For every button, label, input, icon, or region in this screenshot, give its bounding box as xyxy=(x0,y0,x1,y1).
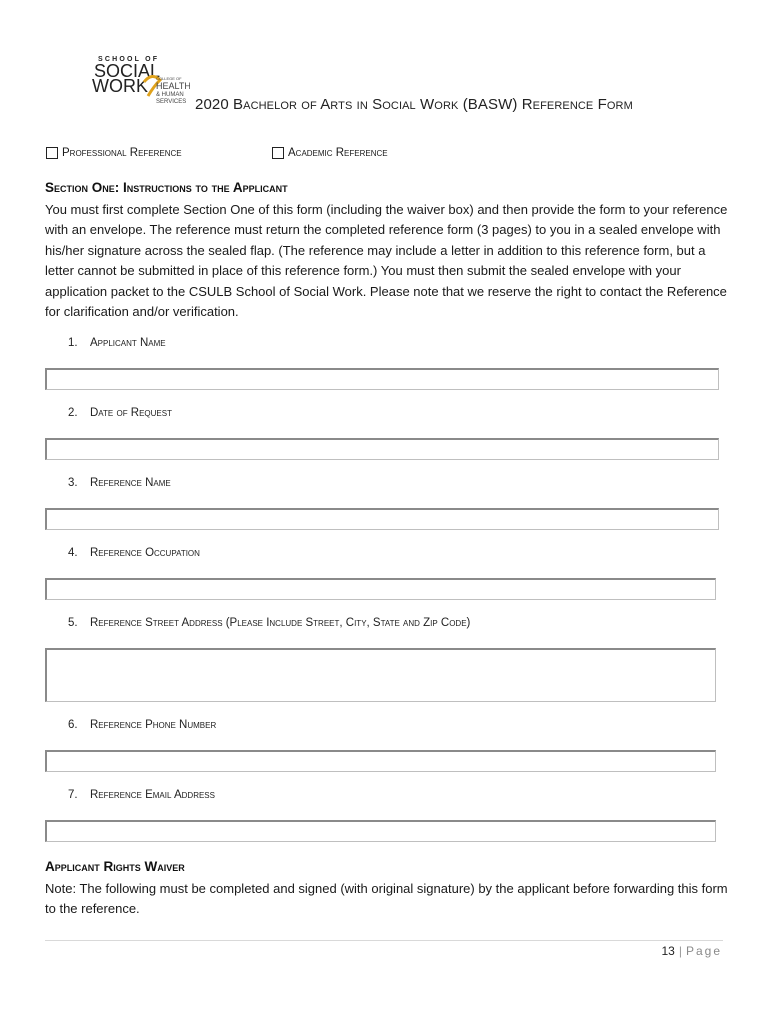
professional-reference-option[interactable] xyxy=(46,147,182,159)
waiver-note: Note: The following must be completed and signed (with original signature) by the applicant before forwarding this form to the reference. xyxy=(45,881,728,917)
form-title: 2020 Bachelor of Arts in Social Work (BASW) Reference Form xyxy=(195,96,633,113)
reference-email-label: 7. Reference Email Address xyxy=(68,789,215,801)
applicant-name-label: 1. Applicant Name xyxy=(68,337,166,349)
svg-text:SCHOOL OF: SCHOOL OF xyxy=(98,56,160,63)
academic-reference-label: Academic Reference xyxy=(288,147,388,159)
reference-phone-field[interactable] xyxy=(45,750,716,772)
page-number-value: 13 xyxy=(661,944,675,958)
footer-divider xyxy=(45,940,723,941)
reference-name-field[interactable] xyxy=(45,508,719,530)
professional-reference-checkbox[interactable] xyxy=(46,147,58,159)
date-of-request-field[interactable] xyxy=(45,438,719,460)
svg-text:SERVICES: SERVICES xyxy=(156,99,187,105)
svg-text:COLLEGE OF: COLLEGE OF xyxy=(156,76,182,81)
reference-phone-label: 6. Reference Phone Number xyxy=(68,719,217,731)
page-separator: | xyxy=(678,944,682,958)
date-of-request-label: 2. Date of Request xyxy=(68,407,172,419)
academic-reference-option[interactable] xyxy=(272,147,388,159)
svg-text:WORK: WORK xyxy=(92,76,148,96)
svg-text:SOCIAL: SOCIAL xyxy=(94,61,161,81)
svg-text:& HUMAN: & HUMAN xyxy=(156,92,184,98)
applicant-rights-waiver-heading: Applicant Rights Waiver xyxy=(45,859,185,874)
school-of-social-work-logo xyxy=(90,52,190,108)
page-word: Page xyxy=(685,944,722,958)
applicant-name-field[interactable] xyxy=(45,368,719,390)
reference-occupation-label: 4. Reference Occupation xyxy=(68,547,200,559)
page-number xyxy=(661,944,722,958)
svg-text:HEALTH: HEALTH xyxy=(156,81,190,91)
section-one-heading: Section One: Instructions to the Applicant xyxy=(45,180,288,195)
reference-occupation-field[interactable] xyxy=(45,578,716,600)
reference-address-field[interactable] xyxy=(45,648,716,702)
reference-name-label: 3. Reference Name xyxy=(68,477,171,489)
reference-email-field[interactable] xyxy=(45,820,716,842)
instructions-paragraph: You must first complete Section One of this form (including the waiver box) and then provide the form to your reference with an envelope. The reference must return the completed reference form (3 pages) to you in a sealed envelope with his/her signature across the sealed flap. (The reference may include a letter in addition to this reference form, but a letter cannot be submitted in place of this reference form.) You must then submit the sealed envelope with your application packet to the CSULB School of Social Work. Please note that we reserve the right to contact the Reference for clarification and/or verification. xyxy=(45,202,728,320)
professional-reference-label: Professional Reference xyxy=(62,147,182,159)
academic-reference-checkbox[interactable] xyxy=(272,147,284,159)
reference-address-label: 5. Reference Street Address (Please Include Street, City, State and Zip Code) xyxy=(68,617,471,629)
